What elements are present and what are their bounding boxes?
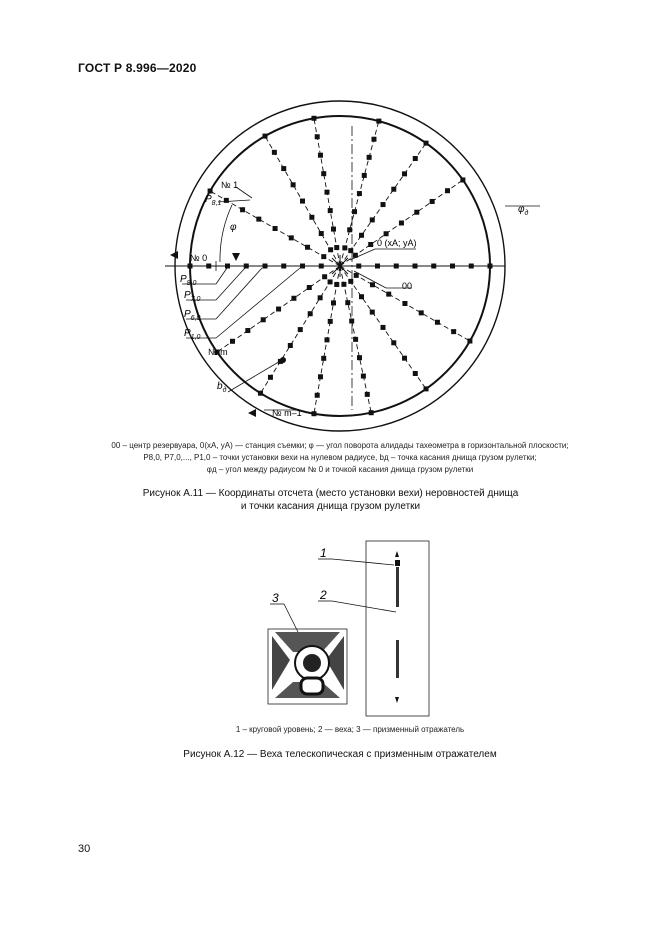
label-origin: 0 (xА; yА): [377, 238, 417, 248]
label-p10: $P_{1,0}$: [184, 328, 201, 341]
label-p80: $P_{8,0}$: [180, 274, 197, 287]
fig2-label-3: 3: [272, 591, 279, 605]
figure-a12-legend: 1 – круговой уровень; 2 — веха; 3 — призменный отражатель: [235, 725, 465, 734]
page-header: ГОСТ Р 8.996—2020: [78, 61, 197, 75]
label-phi: φ: [230, 222, 237, 233]
label-p70: $P_{7,0}$: [184, 290, 201, 303]
label-no0: № 0: [190, 253, 208, 263]
label-bd: $b_д$: [217, 381, 227, 394]
fig2-label-2: 2: [320, 588, 327, 602]
legend1-line1: 00 – центр резервуара, 0(xА, yА) — станция съемки; φ — угол поворота алидады тахеометра в горизонтальной плоскости;: [111, 441, 569, 450]
caption1-line2: и точки касания днища грузом рулетки: [240, 501, 421, 512]
label-no1: № 1: [221, 180, 239, 190]
label-p60: $P_{6,0}$: [184, 309, 201, 322]
label-center: 00: [402, 281, 413, 291]
caption1-line1: Рисунок А.11 — Координаты отсчета (место установки вехи) неровностей днища: [142, 488, 519, 499]
legend1-line3: φд – угол между радиусом № 0 и точкой касания днища грузом рулетки: [206, 465, 474, 474]
label-nom1: № m–1: [272, 408, 302, 418]
figure-a12-caption: Рисунок А.12 — Веха телескопическая с призменным отражателем: [183, 749, 497, 760]
legend1-line2: P8,0, P7,0,..., P1,0 – точки установки вехи на нулевом радиусе, bд – точка касания днища грузом рулетки;: [143, 453, 537, 462]
fig2-label-1: 1: [320, 546, 327, 560]
page-number: 30: [78, 843, 91, 855]
label-nom: № m: [208, 347, 228, 357]
label-phi-d: $\varphi_д$: [518, 204, 529, 217]
label-p81: $P_{8,1}$: [205, 194, 222, 207]
